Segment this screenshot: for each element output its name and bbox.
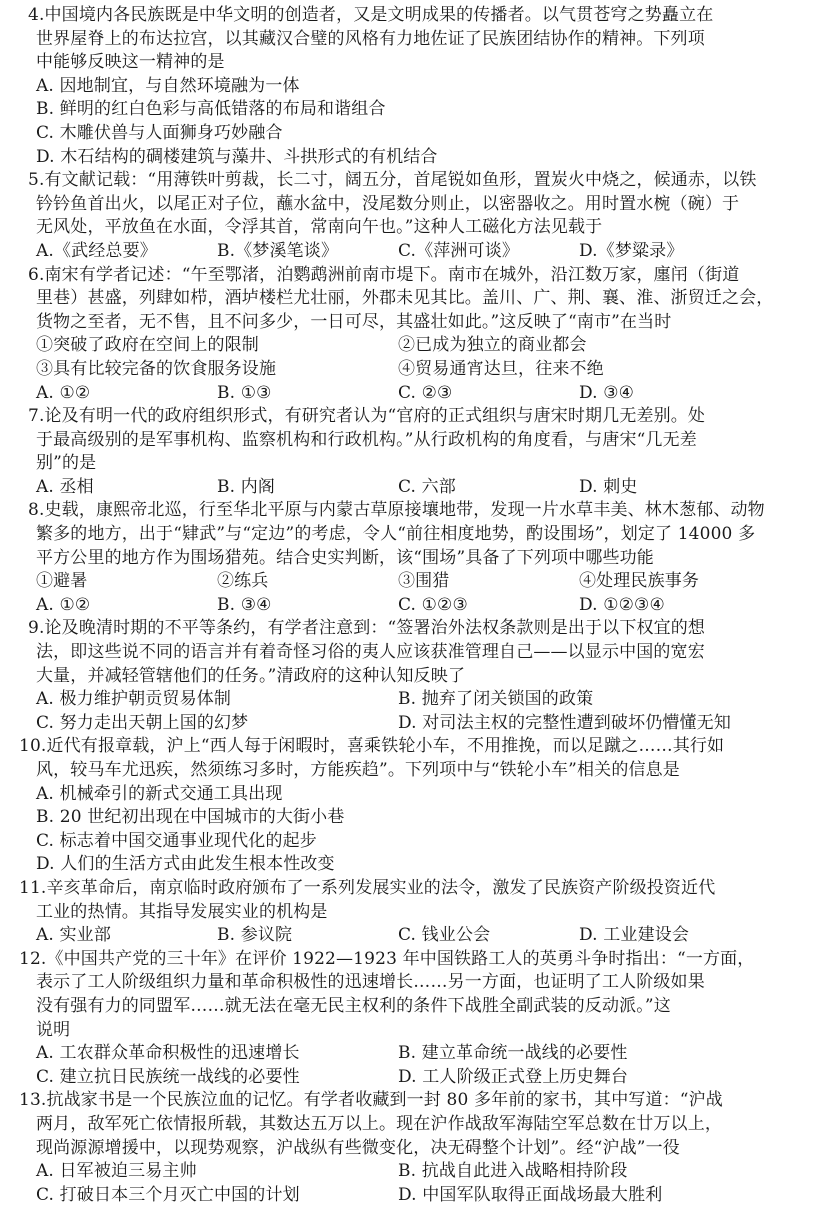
question-stem-line: 法，即这些说不同的语言并有着奇怪习俗的夷人应该获准管理自己——以显示中国的宽宏 bbox=[36, 642, 705, 663]
question-stem-line: 8.史载，康熙帝北巡，行至华北平原与内蒙古草原接壤地带，发现一片水草丰美、林木葱郁、动物 bbox=[28, 500, 765, 521]
question-stem-line: 世界屋脊上的布达拉宫，以其藏汉合璧的风格有力地佐证了民族团结协作的精神。下列项 bbox=[36, 28, 705, 49]
question-number: 13. bbox=[19, 1090, 47, 1111]
choice-2: ②已成为独立的商业都会 bbox=[398, 335, 587, 356]
option-b[interactable]: B. 抗战自此进入战略相持阶段 bbox=[398, 1161, 628, 1182]
option-b[interactable]: B. ③④ bbox=[217, 594, 272, 615]
question-stem-line: 繁多的地方，出于“肄武”与“定边”的考虑，令人“前往相度地势，酌设围场”，划定了 14000 多 bbox=[36, 524, 756, 545]
question-stem-line: 钤钤鱼首出火，以尾正对子位，蘸水盆中，没尾数分则止，以密器收之。用时置水椀（碗）于 bbox=[36, 193, 740, 214]
option-a[interactable]: A.《武经总要》 bbox=[36, 240, 157, 261]
option-d[interactable]: D. ③④ bbox=[579, 382, 635, 403]
choice-2: ②练兵 bbox=[217, 571, 269, 592]
option-a[interactable]: A. 实业部 bbox=[36, 925, 111, 946]
question-number: 6. bbox=[28, 264, 45, 285]
option-b[interactable]: B. 抛弃了闭关锁国的政策 bbox=[398, 689, 594, 710]
choice-1: ①突破了政府在空间上的限制 bbox=[36, 335, 259, 356]
option-d[interactable]: D. 人们的生活方式由此发生根本性改变 bbox=[36, 854, 335, 875]
options-row bbox=[28, 1160, 811, 1184]
option-a[interactable]: A. 日军被迫三易主帅 bbox=[36, 1161, 197, 1182]
question-stem-line: 6.南宋有学者记述：“午至鄂渚，泊鹦鹉洲前南市堤下。南市在城外，沿江数万家，廛闬（街道 bbox=[28, 264, 740, 285]
options-row bbox=[28, 382, 811, 406]
question-stem-line: 货物之至者，无不售，且不问多少，一日可尽，其盛壮如此。”这反映了“南市”在当时 bbox=[36, 311, 672, 332]
option-d[interactable]: D. 刺史 bbox=[579, 476, 638, 497]
choice-3: ③具有比较完备的饮食服务设施 bbox=[36, 358, 277, 379]
options-row bbox=[28, 688, 811, 712]
options-row bbox=[28, 1042, 811, 1066]
question-stem-line: 9.论及晚清时期的不平等条约，有学者注意到：“签署治外法权条款则是出于以下权宜的想 bbox=[28, 618, 706, 639]
question-10 bbox=[19, 735, 811, 877]
option-a[interactable]: A. 极力维护朝贡贸易体制 bbox=[36, 689, 232, 710]
question-stem-line: 说明 bbox=[36, 1019, 71, 1040]
option-c[interactable]: C.《萍洲可谈》 bbox=[398, 240, 520, 261]
option-a[interactable]: A. 丞相 bbox=[36, 476, 94, 497]
question-stem-line: 别”的是 bbox=[36, 453, 97, 474]
question-stem-line: 大量，并减轻管辖他们的任务。”清政府的这种认知反映了 bbox=[36, 665, 466, 686]
option-b[interactable]: B. 参议院 bbox=[217, 925, 293, 946]
question-7 bbox=[28, 405, 811, 499]
question-9 bbox=[28, 617, 811, 735]
option-c[interactable]: C. 钱业公会 bbox=[398, 925, 491, 946]
option-c[interactable]: C. ②③ bbox=[398, 382, 453, 403]
choices-row bbox=[28, 358, 811, 382]
options-row bbox=[28, 240, 811, 264]
choice-4: ④处理民族事务 bbox=[579, 571, 700, 592]
question-12 bbox=[19, 948, 811, 1090]
question-stem-line: 平方公里的地方作为围场猎苑。结合史实判断，该“围场”具备了下列项中哪些功能 bbox=[36, 547, 654, 568]
question-11 bbox=[19, 877, 811, 948]
question-stem-line: 4.中国境内各民族既是中华文明的创造者，又是文明成果的传播者。以气贯苍穹之势矗立在 bbox=[28, 5, 714, 25]
question-stem-line: 10.近代有报章载，沪上“西人每于闲暇时，喜乘铁轮小车，不用推挽，而以足蹴之……其行如 bbox=[19, 736, 725, 757]
option-d[interactable]: D. 中国军队取得正面战场最大胜利 bbox=[398, 1184, 663, 1205]
question-stem-line: 工业的热情。其指导发展实业的机构是 bbox=[36, 901, 328, 922]
question-number: 4. bbox=[28, 5, 45, 25]
option-c[interactable]: C. 努力走出天朝上国的幻梦 bbox=[36, 712, 249, 733]
option-a[interactable]: A. 机械牵引的新式交通工具出现 bbox=[36, 783, 283, 804]
question-5 bbox=[28, 169, 811, 263]
option-a[interactable]: A. 工农群众革命积极性的迅速增长 bbox=[36, 1043, 300, 1064]
question-stem-line: 风，较马车尤迅疾，然须练习多时，方能疾趋”。下列项中与“铁轮小车”相关的信息是 bbox=[36, 760, 680, 780]
option-d[interactable]: D. 对司法主权的完整性遭到破坏仍懵懂无知 bbox=[398, 712, 731, 733]
question-stem-line: 7.论及有明一代的政府组织形式，有研究者认为“官府的正式组织与唐宋时期几无差别。处 bbox=[28, 406, 706, 427]
question-stem-line: 13.抗战家书是一个民族泣血的记忆。有学者收藏到一封 80 多年前的家书，其中写道：“沪战 bbox=[19, 1090, 723, 1111]
options-row bbox=[28, 594, 811, 618]
option-a[interactable]: A. ①② bbox=[36, 594, 91, 615]
option-c[interactable]: C. 打破日本三个月灭亡中国的计划 bbox=[36, 1184, 300, 1205]
option-b[interactable]: B. ①③ bbox=[217, 382, 272, 403]
option-d[interactable]: D. 工人阶级正式登上历史舞台 bbox=[398, 1066, 629, 1087]
option-d[interactable]: D. 木石结构的碉楼建筑与藻井、斗拱形式的有机结合 bbox=[36, 146, 438, 167]
option-c[interactable]: C. 木雕伏兽与人面狮身巧妙融合 bbox=[36, 122, 283, 143]
question-number: 8. bbox=[28, 500, 45, 521]
question-stem-line: 中能够反映这一精神的是 bbox=[36, 52, 225, 73]
question-stem-line: 没有强有力的同盟军……就无法在毫无民主权利的条件下战胜全副武装的反动派。”这 bbox=[36, 995, 671, 1016]
options-row bbox=[28, 924, 811, 948]
question-6 bbox=[28, 264, 811, 406]
question-stem-line: 现尚源源增援中，以现势观察，沪战纵有些微变化，决无碍整个计划”。经“沪战”一役 bbox=[36, 1137, 680, 1158]
question-number: 9. bbox=[28, 618, 45, 639]
question-8 bbox=[28, 499, 811, 617]
option-c[interactable]: C. ①②③ bbox=[398, 594, 468, 615]
question-number: 10. bbox=[19, 736, 47, 757]
question-stem-line: 两月，敌军死亡依情报所载，其数达五万以上。现在沪作战敌军海陆空军总数在廿万以上， bbox=[36, 1113, 722, 1134]
question-stem-line: 无风处，平放鱼在水面，令浮其首，常南向午也。”这种人工磁化方法见载于 bbox=[36, 217, 603, 238]
options-row bbox=[28, 712, 811, 736]
option-d[interactable]: D.《梦粱录》 bbox=[579, 240, 684, 261]
choices-row bbox=[28, 570, 811, 594]
options-row bbox=[28, 476, 811, 500]
options-row bbox=[28, 1066, 811, 1090]
option-c[interactable]: C. 建立抗日民族统一战线的必要性 bbox=[36, 1066, 300, 1087]
choices-row bbox=[28, 334, 811, 358]
choice-4: ④贸易通宵达旦，往来不绝 bbox=[398, 358, 604, 379]
question-13 bbox=[19, 1089, 811, 1207]
question-stem-line: 11.辛亥革命后，南京临时政府颁布了一系列发展实业的法令，激发了民族资产阶级投资近代 bbox=[19, 877, 716, 898]
question-stem-line: 5.有文献记载：“用薄铁叶剪裁，长二寸，阔五分，首尾锐如鱼形，置炭火中烧之，候通赤，以铁 bbox=[28, 170, 757, 191]
option-b[interactable]: B. 20 世纪初出现在中国城市的大街小巷 bbox=[36, 807, 345, 828]
question-number: 5. bbox=[28, 170, 45, 191]
option-b[interactable]: B.《梦溪笔谈》 bbox=[217, 240, 339, 261]
option-a[interactable]: A. ①② bbox=[36, 382, 91, 403]
option-b[interactable]: B. 建立革命统一战线的必要性 bbox=[398, 1043, 628, 1064]
option-b[interactable]: B. 内阁 bbox=[217, 476, 276, 497]
question-stem-line: 12.《中国共产党的三十年》在评价 1922—1923 年中国铁路工人的英勇斗争时指出：“一方面， bbox=[19, 948, 755, 969]
choice-3: ③围猎 bbox=[398, 571, 450, 592]
question-4 bbox=[28, 4, 811, 169]
option-d[interactable]: D. ①②③④ bbox=[579, 594, 665, 615]
question-stem-line: 表示了工人阶级组织力量和革命积极性的迅速增长……另一方面，也证明了工人阶级如果 bbox=[36, 972, 705, 993]
option-a[interactable]: A. 因地制宜，与自然环境融为一体 bbox=[36, 75, 300, 96]
question-number: 7. bbox=[28, 406, 45, 427]
question-stem-line: 于最高级别的是军事机构、监察机构和行政机构。”从行政机构的角度看，与唐宋“几无差 bbox=[36, 429, 697, 450]
question-number: 12. bbox=[19, 948, 47, 969]
option-c[interactable]: C. 标志着中国交通事业现代化的起步 bbox=[36, 830, 317, 851]
option-b[interactable]: B. 鲜明的红白色彩与高低错落的布局和谐组合 bbox=[36, 99, 386, 120]
question-stem-line: 里巷）甚盛，列肆如栉，酒垆楼栏尤壮丽，外郡未见其比。盖川、广、荆、襄、淮、浙贸迁之会， bbox=[36, 288, 774, 309]
option-c[interactable]: C. 六部 bbox=[398, 476, 456, 497]
options-row bbox=[28, 1184, 811, 1207]
question-number: 11. bbox=[19, 877, 47, 898]
choice-1: ①避暑 bbox=[36, 571, 88, 592]
option-d[interactable]: D. 工业建设会 bbox=[579, 925, 690, 946]
